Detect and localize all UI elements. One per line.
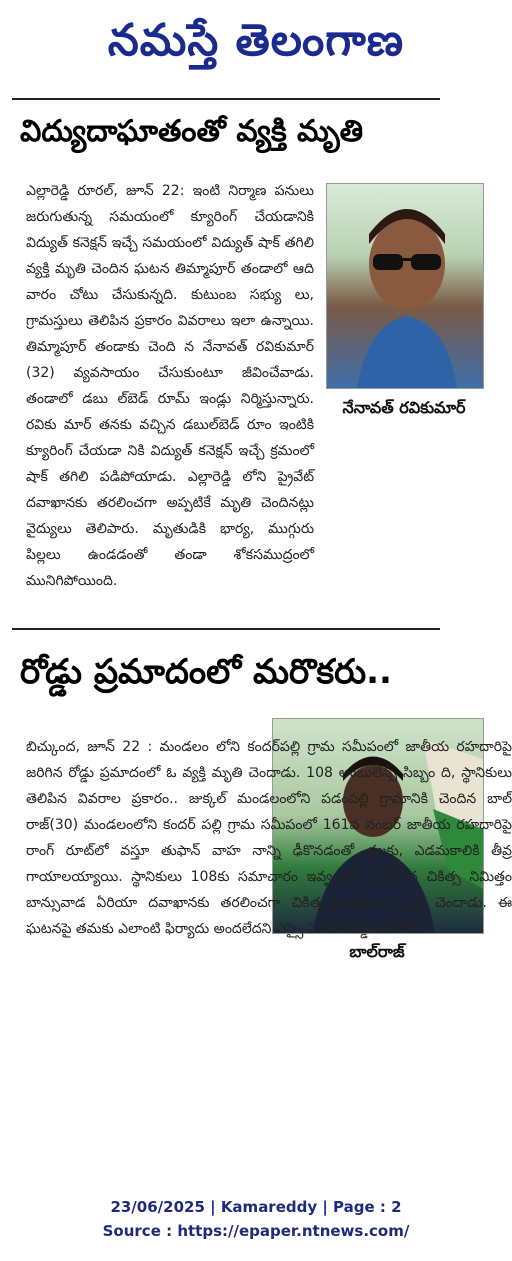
person-portrait-icon [327, 184, 483, 388]
article1-photo [326, 183, 484, 389]
footer-date-line: 23/06/2025 | Kamareddy | Page : 2 [110, 1198, 402, 1216]
article2-photo-caption: బాల్‌రాజ్ [349, 942, 405, 961]
article2-headline: రోడ్డు ప్రమాదంలో మరొకరు.. [20, 652, 392, 692]
article1-body: ఎల్లారెడ్డి రూరల్, జూన్ 22: ఇంటి నిర్మాణ పనులు జరుగుతున్న సమయంలో క్యూరింగ్ చేయడానికి విద్యుత్ కనెక్షన్ ఇచ్చే సమయంలో విద్యుత్ షాక్ తగిలి వ్యక్తి మృతి చెందిన ఘటన తిమ్మాపూర్ తండాలో ఆది వారం చోటు చేసుకున్నది. కుటుంబ సభ్యు లు, గ్రామస్తులు తెలిపిన ప్రకారం వివరాలు ఇలా ఉన్నాయి. తిమ్మాపూర్ తండాకు చెంది న నేనావత్ రవికుమార్ (32) వ్యవసాయం చేసుకుంటూ జీవించేవాడు. తండాలో డబు ల్‌బెడ్ రూమ్ ఇండ్లు నిర్మిస్తున్నారు. రవికు మార్ తనకు వచ్చిన డబుల్‌బెడ్ రూం ఇంటికి క్యూరింగ్ చేయడా నికి విద్యుత్ కనెక్షన్ ఇచ్చే క్రమంలో షాక్ తగిలి పడిపోయాడు. ఎల్లారెడ్డి లోని ప్రైవేట్ దవాఖానకు తరలించగా అప్పటికే మృతి చెందినట్లు వైద్యులు తెలిపారు. మృతుడికి భార్య, ముగ్గురు పిల్లలు ఉండడంతో తండా శోకసముద్రంలో మునిగిపోయింది. [26, 183, 314, 589]
article2-body: బిచ్కుంద, జూన్ 22 : మండలం లోని కందర్‌పల్లి గ్రామ సమీపంలో జాతీయ రహదారిపై జరిగిన రోడ్డు ప్రమాదంలో ఓ వ్యక్తి మృతి చెందాడు. 108 అంబులెన్స్ సిబ్బం ది, స్థానికులు తెలిపిన వివరాల ప్రకారం.. జుక్కల్ మండలంలోని పడంపల్లి గ్రామానికి చెందిన బాల్ రాజ్(30) మండలంలోని కందర్ పల్లి గ్రామ సమీపంలో 161వ నంబర్ జాతీయ రహదారిపై రాంగ్ రూట్‌లో వస్తూ తుఫాన్ వాహ నాన్ని ఢీకొనడంతో తలకు, ఎడమకాలికి తీవ్ర గాయాలయ్యాయి. స్థానికులు 108కు సమాచారం ఇవ్వడంతో మెరుగైన చికిత్స నిమిత్తం బాన్సువాడ ఏరియా దవాఖానకు తరలించగా చికిత్సపొందుతూ మృతి చెందాడు. ఈ ఘటనపై తమకు ఎలాంటి ఫిర్యాదు అందలేదని ఎస్సై మోహన్‌రెడ్డి తెలిపారు. [26, 739, 512, 937]
article1-photo-caption: నేనావత్ రవికుమార్ [342, 398, 466, 417]
newspaper-masthead: నమస్తే తెలంగాణ [107, 15, 405, 66]
divider-middle [12, 628, 440, 630]
divider-top [12, 98, 440, 100]
article1-headline: విద్యుదాఘాతంతో వ్యక్తి మృతి [20, 114, 364, 149]
footer-source-line: Source : https://epaper.ntnews.com/ [102, 1222, 410, 1240]
